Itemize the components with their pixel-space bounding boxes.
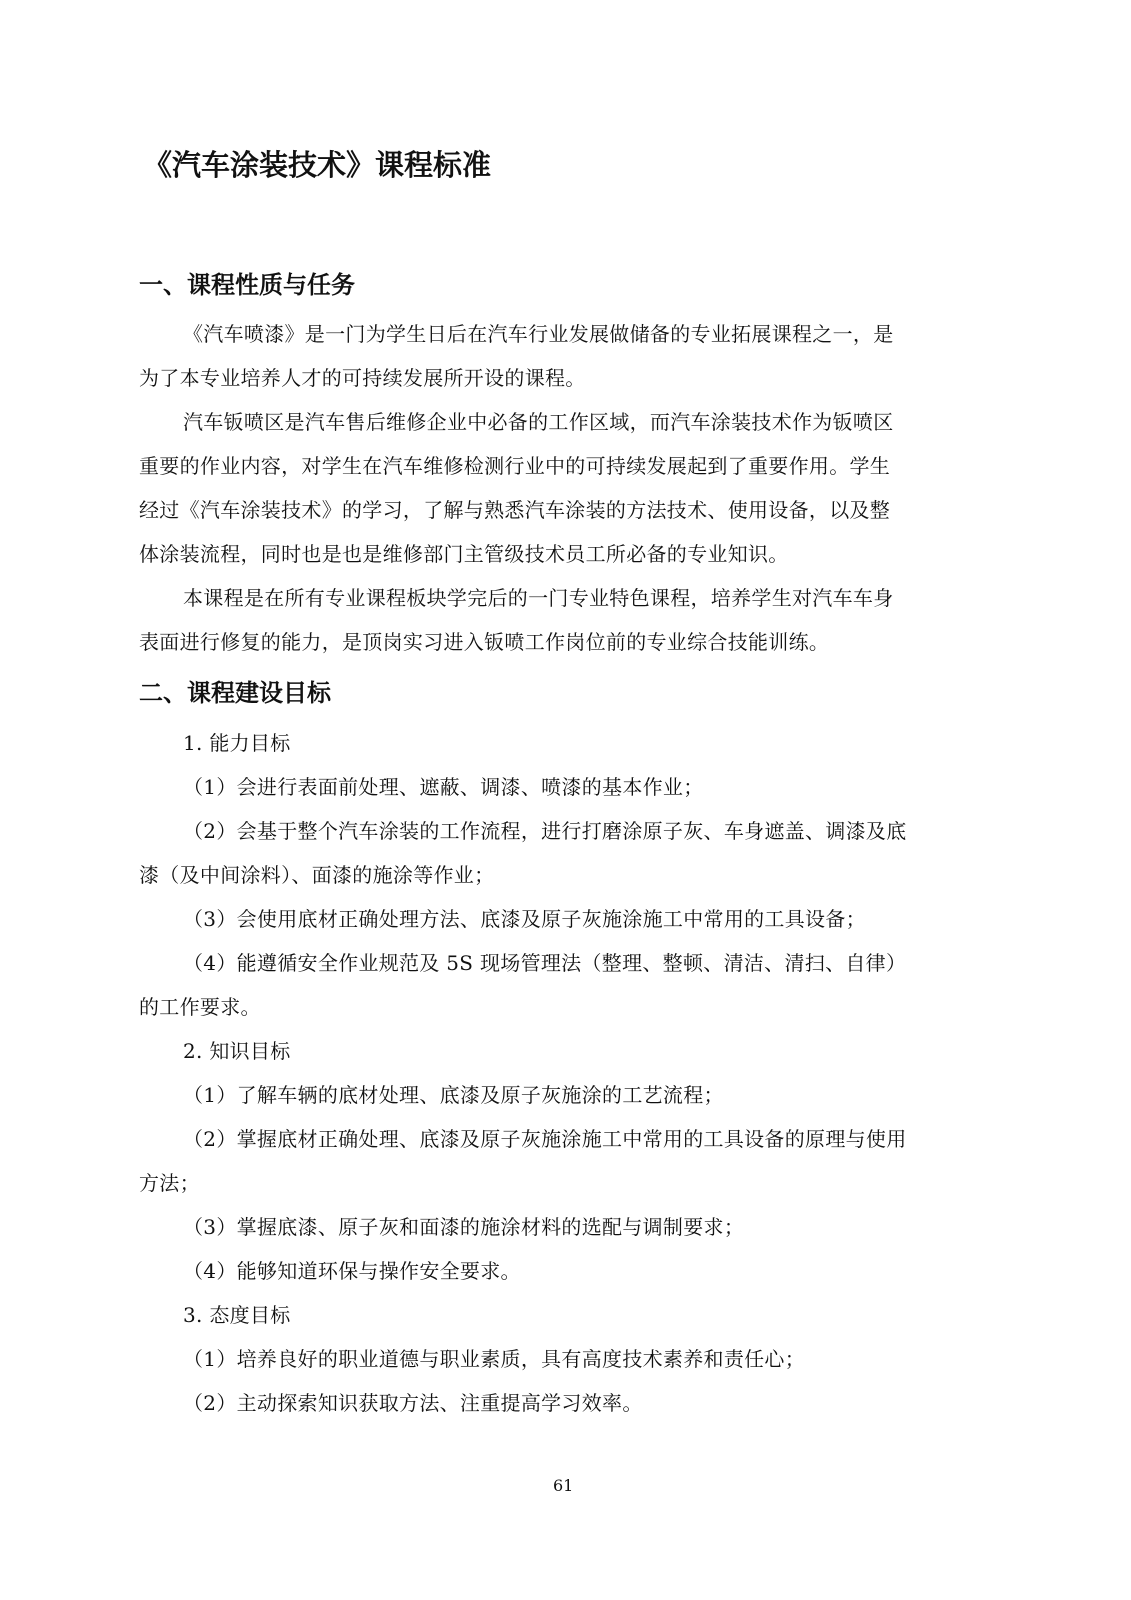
paragraph-line: 经过《汽车涂装技术》的学习，了解与熟悉汽车涂装的方法技术、使用设备，以及整 (139, 498, 891, 522)
subheading-attitude: 3. 态度目标 (183, 1303, 291, 1327)
list-item: （2）主动探索知识获取方法、注重提高学习效率。 (183, 1391, 643, 1415)
paragraph-line: 为了本专业培养人才的可持续发展所开设的课程。 (139, 366, 586, 390)
subheading-knowledge: 2. 知识目标 (183, 1039, 291, 1063)
list-item: （4）能遵循安全作业规范及 5S 现场管理法（整理、整顿、清洁、清扫、自律） (183, 951, 907, 975)
section-heading-2: 二、课程建设目标 (139, 679, 331, 707)
paragraph-line: 表面进行修复的能力，是顶岗实习进入钣喷工作岗位前的专业综合技能训练。 (139, 630, 830, 654)
paragraph-line: 《汽车喷漆》是一门为学生日后在汽车行业发展做储备的专业拓展课程之一，是 (183, 322, 894, 346)
list-item: （3）会使用底材正确处理方法、底漆及原子灰施涂施工中常用的工具设备； (183, 907, 866, 931)
list-item: （4）能够知道环保与操作安全要求。 (183, 1259, 521, 1283)
list-item-continuation: 漆（及中间涂料）、面漆的施涂等作业； (139, 863, 495, 887)
list-item-continuation: 的工作要求。 (139, 995, 261, 1019)
list-item: （2）掌握底材正确处理、底漆及原子灰施涂施工中常用的工具设备的原理与使用 (183, 1127, 907, 1151)
paragraph-line: 本课程是在所有专业课程板块学完后的一门专业特色课程，培养学生对汽车车身 (183, 586, 894, 610)
paragraph-line: 汽车钣喷区是汽车售后维修企业中必备的工作区域，而汽车涂装技术作为钣喷区 (183, 410, 894, 434)
paragraph-line: 重要的作业内容，对学生在汽车维修检测行业中的可持续发展起到了重要作用。学生 (139, 454, 891, 478)
paragraph-line: 体涂装流程，同时也是也是维修部门主管级技术员工所必备的专业知识。 (139, 542, 789, 566)
list-item: （1）了解车辆的底材处理、底漆及原子灰施涂的工艺流程； (183, 1083, 724, 1107)
list-item: （1）会进行表面前处理、遮蔽、调漆、喷漆的基本作业； (183, 775, 704, 799)
list-item: （1）培养良好的职业道德与职业素质，具有高度技术素养和责任心； (183, 1347, 806, 1371)
page-number: 61 (553, 1476, 574, 1495)
list-item-continuation: 方法； (139, 1171, 200, 1195)
subheading-ability: 1. 能力目标 (183, 731, 291, 755)
document-title: 《汽车涂装技术》课程标准 (143, 148, 492, 182)
list-item: （3）掌握底漆、原子灰和面漆的施涂材料的选配与调制要求； (183, 1215, 745, 1239)
list-item: （2）会基于整个汽车涂装的工作流程，进行打磨涂原子灰、车身遮盖、调漆及底 (183, 819, 907, 843)
section-heading-1: 一、课程性质与任务 (139, 271, 355, 299)
